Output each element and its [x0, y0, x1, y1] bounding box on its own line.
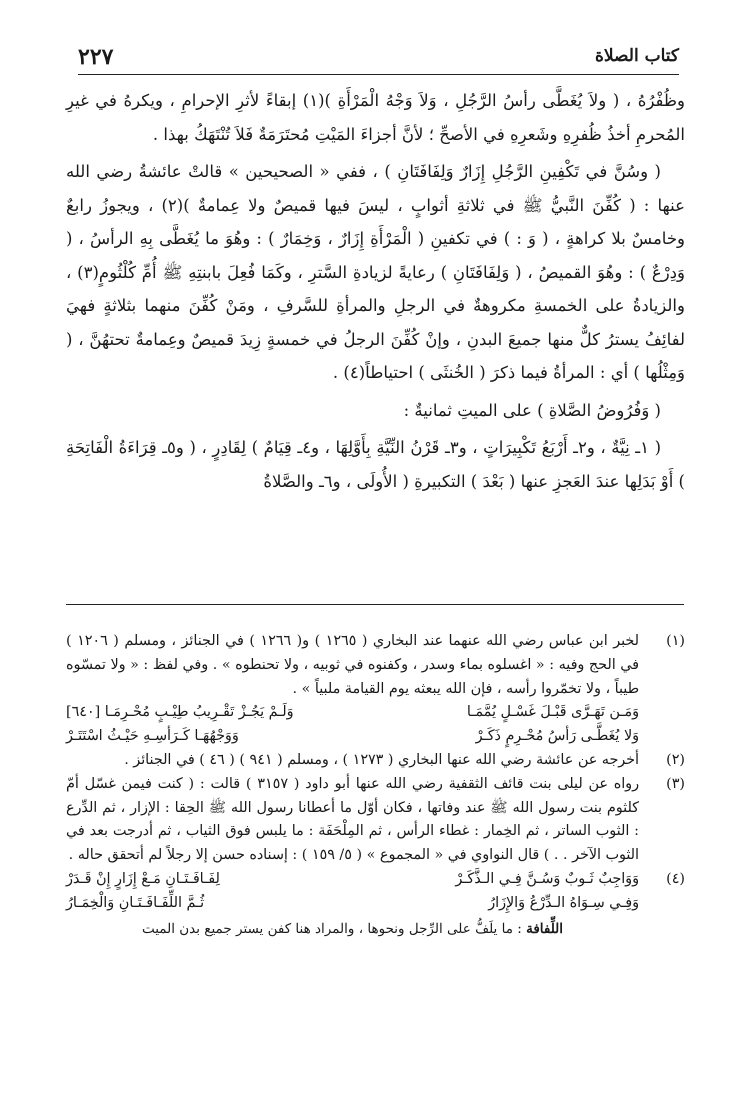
- footnote-text: رواه عن ليلى بنت قائف الثقفية رضي الله عنها أبو داود ( ٣١٥٧ ) قالت : ( كنت فيمن غسّل أمّ كلثوم بنت رسول الله ﷺ عند وفاتها ، فكان أوّل ما أعطانا رسول الله ﷺ الحِقا : الإزار ، ثم الدِّرع : الثوب الساتر ، ثم الخِمار : غطاء الرأس ، ثم المِلْحَفَة : ما يلبس فوق الثياب ، ثم أدرجت بعد في الثوب الآخر . . ) قال النواوي في « المجموع » ( ٥/ ١٥٩ ) : إسناده حسن إلا رجلاً لم أتحقق حاله .: [66, 775, 639, 864]
- footnote-text: أخرجه عن عائشة رضي الله عنها البخاري ( ١٢٧٣ ) ، ومسلم ( ٩٤١ ) ( ٤٦ ) في الجنائز .: [124, 751, 639, 768]
- footnote: [66, 868, 685, 941]
- footnote: [66, 773, 685, 868]
- footnote: [66, 749, 685, 773]
- book-title: كتاب الصلاة: [594, 46, 679, 66]
- footnotes: [66, 630, 685, 941]
- verse-hemistich: وَمَـن تَهَـرَّى قَبْـلَ غَسْـلٍ يُمَّمَـا: [466, 704, 639, 721]
- glossary-term: اللِّفافة: [526, 920, 564, 937]
- verse-hemistich: وَوَاجِبٌ ثَـوبٌ وَسُـنَّ فِـي الـذَّكَـرْ: [455, 870, 639, 887]
- page-header: [78, 44, 679, 75]
- section-heading: ( وَفُرُوضُ الصَّلاةِ ) على الميتِ ثمانيةٌ :: [403, 400, 661, 420]
- footnote-number: (١): [666, 633, 685, 649]
- verse-line: [66, 725, 639, 749]
- page-number: ٢٢٧: [78, 44, 114, 70]
- main-text: [66, 84, 685, 498]
- footnote-number: (٤): [666, 870, 685, 887]
- verse-hemistich: وَوَجْهُهَـا كَـرَأسِـهِ حَيْـثُ اسْتَتَـرْ: [66, 728, 239, 745]
- verse-hemistich: وَفِـي سِـوَاهُ الـدِّرْعُ وَالإِزَارُ: [488, 894, 639, 911]
- footnote-number: (٢): [666, 751, 685, 768]
- paragraph: وظُفْرُهُ ، ( ولاَ يُغَطَّى رأسُ الرَّجُلِ ، وَلاَ وَجْهُ الْمَرْأَةِ )(١) إبقاءً لأثرِ الإحرامِ ، ويكرهُ في غيرِ المُحرمِ أخذُ ظُفرِهِ وشَعرِهِ في الأصحِّ ؛ لأنَّ أجزاءَ المَيْتِ مُحتَرَمَةٌ فَلاَ تُنْتَهَكُ بهذا .: [66, 91, 685, 144]
- verse-hemistich: وَلَـمْ يَجُـزْ تَقْـرِيبُ طِيْـبٍ مُحْـرِمَـا [٦٤٠]: [66, 704, 294, 721]
- verse-line: [66, 868, 639, 892]
- verse-hemistich: لِفَـافَـتَـانِ مَـعْ إِزَارٍ إِنْ قَـدَرْ: [66, 870, 220, 887]
- verse-line: [66, 701, 639, 725]
- paragraph: ( وسُنَّ في تَكْفِينِ الرَّجُلِ إِزَارٌ وَلِفَافَتَانِ ) ، ففي « الصحيحين » قالتْ عائشةُ رضي الله عنها : ( كُفِّنَ النَّبيُّ ﷺ في ثلاثةِ أثوابٍ ، ليسَ فيها قميصٌ ولا عِمامةٌ )(٢) ، ويجوزُ رابعٌ وخامسٌ بلا كراهةٍ ، ( وَ : ) في تكفينِ ( الْمَرْأَةِ إِزَارٌ ، وَخِمَارٌ ) : وهُوَ ما يُغَطَّى بِهِ الرأسُ ، ( وَدِرْعٌ ) : وهُوَ القميصُ ، ( وَلِفَافَتَانِ ) رعايةً لزيادةِ السَّترِ ، وكَمَا فُعِلَ بابنتِهِ ﷺ أُمِّ كُلْثُومٍ(٣) ، والزيادةُ على الخمسةِ مكروهةٌ في الرجلِ والمرأةِ للسَّرفِ ، ومَنْ كُفِّنَ منهما بثلاثةٍ فهيَ لفائِفُ يسترُ كلٌّ منها جميعَ البدنِ ، وإنْ كُفِّنَ الرجلُ في خمسةٍ زِيدَ قميصٌ وعِمامةٌ تحتهُنَّ ، ( وَمِثْلُها ) أي : المرأةُ فيما ذكرَ ( الخُنثَى ) احتياطاً(٤) .: [66, 162, 686, 382]
- footnote-text: لخبر ابن عباس رضي الله عنهما عند البخاري ( ١٢٦٥ ) و( ١٢٦٦ ) في الجنائز ، ومسلم ( ١٢٠٦ ) في الحج وفيه : « اغسلوه بماء وسدر ، وكفنوه في ثوبيه ، ولا تحنطوه » . وفي لفظ : « ولا تمسّوه طيباً ، ولا تخمّروا رأسه ، فإن الله يبعثه يوم القيامة ملبياً » .: [66, 633, 640, 697]
- verse-line: [66, 892, 639, 916]
- verse-hemistich: وَلا يُغَطَّـى رَأسُ مُحْـرِمٍ ذَكَـرْ: [475, 728, 639, 745]
- glossary-definition: : ما يلَفُّ على الرِّجل ونحوها ، والمراد هنا كفن يستر جميع بدن الميت: [141, 920, 527, 937]
- paragraph: ( ١ـ نِيَّةٌ ، و٢ـ أَرْبَعُ تَكْبِيرَاتٍ ، و٣ـ قَرْنُ النِّيَّةِ بِأَوَّلِهَا ، و٤ـ قِيَامٌ ) لِقَادِرٍ ، ( و٥ـ قِرَاءَةُ الْفَاتِحَةِ ) أَوْ بَدَلِها عندَ العَجزِ عنها ( بَعْدَ ) التكبيرةِ ( الأُولَى ، و٦ـ والصَّلاةُ: [66, 438, 685, 491]
- footnote-separator: [66, 604, 684, 605]
- verse-hemistich: ثُـمَّ اللِّفَـافَـتَـانِ وَالْخِمَـارُ: [66, 894, 205, 911]
- glossary-note: [66, 918, 639, 942]
- footnote: [66, 630, 685, 749]
- footnote-number: (٣): [666, 775, 685, 792]
